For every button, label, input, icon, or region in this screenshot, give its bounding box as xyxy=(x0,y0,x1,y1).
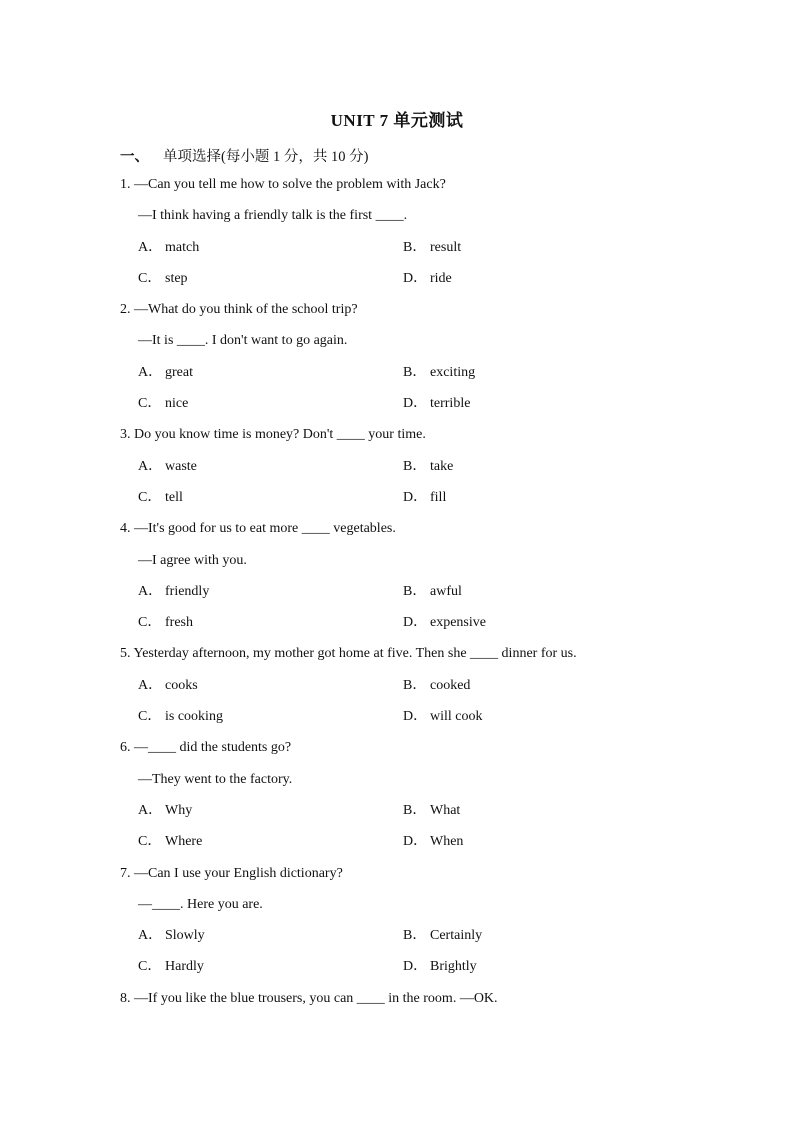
option-text: tell xyxy=(165,489,183,505)
option-letter: D． xyxy=(403,834,428,850)
option-letter: D． xyxy=(403,709,428,725)
options-row xyxy=(0,800,794,831)
options-row xyxy=(0,956,794,987)
answer-option[interactable] xyxy=(403,800,460,822)
question-stem: 2. —What do you think of the school trip? xyxy=(120,302,358,318)
option-text: waste xyxy=(165,458,197,474)
question-item xyxy=(0,643,794,737)
question-stem: 3. Do you know time is money? Don't ____ your time. xyxy=(120,427,426,443)
answer-option[interactable] xyxy=(403,393,470,415)
option-text: Slowly xyxy=(165,928,205,944)
question-item xyxy=(0,424,794,518)
question-reply: —I agree with you. xyxy=(138,552,247,568)
option-text: When xyxy=(430,834,464,850)
option-letter: B． xyxy=(403,458,427,474)
answer-option[interactable] xyxy=(138,362,193,384)
question-stem: 8. —If you like the blue trousers, you can ____ in the room. —OK. xyxy=(120,990,498,1006)
question-reply: —I think having a friendly talk is the first ____. xyxy=(138,208,408,224)
option-letter: C． xyxy=(138,959,162,975)
question-stem: 5. Yesterday afternoon, my mother got home at five. Then she ____ dinner for us. xyxy=(120,646,577,662)
section-label: 单项选择(每小题 1 分，共 10 分) xyxy=(163,149,369,165)
answer-option[interactable] xyxy=(138,800,192,822)
answer-option[interactable] xyxy=(138,237,199,259)
options-row xyxy=(0,237,794,268)
question-stem: 6. —____ did the students go? xyxy=(120,740,292,756)
answer-option[interactable] xyxy=(403,831,463,853)
answer-option[interactable] xyxy=(138,675,198,697)
option-letter: D． xyxy=(403,959,428,975)
question-item xyxy=(0,174,794,299)
option-text: ride xyxy=(430,270,452,286)
section-number: 一、 xyxy=(120,149,149,165)
option-letter: A． xyxy=(138,239,163,255)
answer-option[interactable] xyxy=(403,675,470,697)
answer-option[interactable] xyxy=(403,612,486,634)
option-text: result xyxy=(430,239,462,255)
option-text: awful xyxy=(430,583,462,599)
option-text: nice xyxy=(165,396,189,412)
answer-option[interactable] xyxy=(403,487,446,509)
question-stem: 7. —Can I use your English dictionary? xyxy=(120,865,343,881)
option-letter: A． xyxy=(138,928,163,944)
option-text: cooked xyxy=(430,677,471,693)
question-reply: —They went to the factory. xyxy=(138,771,293,787)
option-letter: A． xyxy=(138,802,163,818)
answer-option[interactable] xyxy=(403,237,461,259)
option-text: will cook xyxy=(430,709,483,725)
option-text: What xyxy=(430,802,461,818)
option-text: fill xyxy=(430,489,447,505)
options-row xyxy=(0,268,794,299)
answer-option[interactable] xyxy=(138,612,193,634)
option-letter: B． xyxy=(403,239,427,255)
option-text: step xyxy=(165,270,188,286)
answer-option[interactable] xyxy=(138,487,183,509)
option-text: Certainly xyxy=(430,928,483,944)
answer-option[interactable] xyxy=(403,925,482,947)
option-letter: B． xyxy=(403,364,427,380)
option-letter: B． xyxy=(403,928,427,944)
question-item xyxy=(0,988,794,1019)
option-text: expensive xyxy=(430,615,486,631)
option-text: exciting xyxy=(430,364,476,380)
question-item xyxy=(0,299,794,424)
options-row xyxy=(0,362,794,393)
option-letter: D． xyxy=(403,396,428,412)
option-letter: C． xyxy=(138,615,162,631)
option-text: cooks xyxy=(165,677,198,693)
options-row xyxy=(0,487,794,518)
option-letter: C． xyxy=(138,834,162,850)
option-letter: C． xyxy=(138,709,162,725)
option-letter: C． xyxy=(138,270,162,286)
option-text: terrible xyxy=(430,396,471,412)
option-letter: A． xyxy=(138,677,163,693)
option-text: Brightly xyxy=(430,959,477,975)
answer-option[interactable] xyxy=(403,456,453,478)
option-letter: A． xyxy=(138,583,163,599)
option-text: is cooking xyxy=(165,709,223,725)
answer-option[interactable] xyxy=(403,706,483,728)
options-row xyxy=(0,675,794,706)
option-text: great xyxy=(165,364,193,380)
answer-option[interactable] xyxy=(403,581,462,603)
option-letter: C． xyxy=(138,396,162,412)
option-letter: D． xyxy=(403,615,428,631)
answer-option[interactable] xyxy=(138,581,209,603)
answer-option[interactable] xyxy=(138,268,188,290)
question-item xyxy=(0,863,794,988)
option-text: take xyxy=(430,458,454,474)
answer-option[interactable] xyxy=(403,956,477,978)
answer-option[interactable] xyxy=(403,268,452,290)
question-reply: —____. Here you are. xyxy=(138,896,263,912)
option-letter: B． xyxy=(403,802,427,818)
question-stem: 4. —It's good for us to eat more ____ vegetables. xyxy=(120,521,396,537)
option-text: match xyxy=(165,239,200,255)
answer-option[interactable] xyxy=(138,706,223,728)
answer-option[interactable] xyxy=(403,362,475,384)
option-text: fresh xyxy=(165,615,193,631)
option-text: Why xyxy=(165,802,193,818)
options-row xyxy=(0,393,794,424)
answer-option[interactable] xyxy=(138,456,197,478)
options-row xyxy=(0,581,794,612)
option-letter: B． xyxy=(403,677,427,693)
option-letter: C． xyxy=(138,489,162,505)
answer-option[interactable] xyxy=(138,956,204,978)
answer-option[interactable] xyxy=(138,831,202,853)
option-letter: D． xyxy=(403,489,428,505)
answer-option[interactable] xyxy=(138,925,205,947)
question-stem: 1. —Can you tell me how to solve the problem with Jack? xyxy=(120,177,446,192)
options-row xyxy=(0,925,794,956)
option-text: friendly xyxy=(165,583,210,599)
option-letter: A． xyxy=(138,364,163,380)
options-row xyxy=(0,612,794,643)
question-list xyxy=(0,174,794,1019)
option-letter: D． xyxy=(403,270,428,286)
option-text: Hardly xyxy=(165,959,204,975)
question-item xyxy=(0,737,794,862)
page-title: UNIT 7 单元测试 xyxy=(330,111,464,130)
options-row xyxy=(0,456,794,487)
section-heading xyxy=(120,145,368,166)
question-item xyxy=(0,518,794,643)
answer-option[interactable] xyxy=(138,393,188,415)
question-reply: —It is ____. I don't want to go again. xyxy=(138,333,348,349)
option-letter: B． xyxy=(403,583,427,599)
option-text: Where xyxy=(165,834,203,850)
options-row xyxy=(0,831,794,862)
option-letter: A． xyxy=(138,458,163,474)
options-row xyxy=(0,706,794,737)
